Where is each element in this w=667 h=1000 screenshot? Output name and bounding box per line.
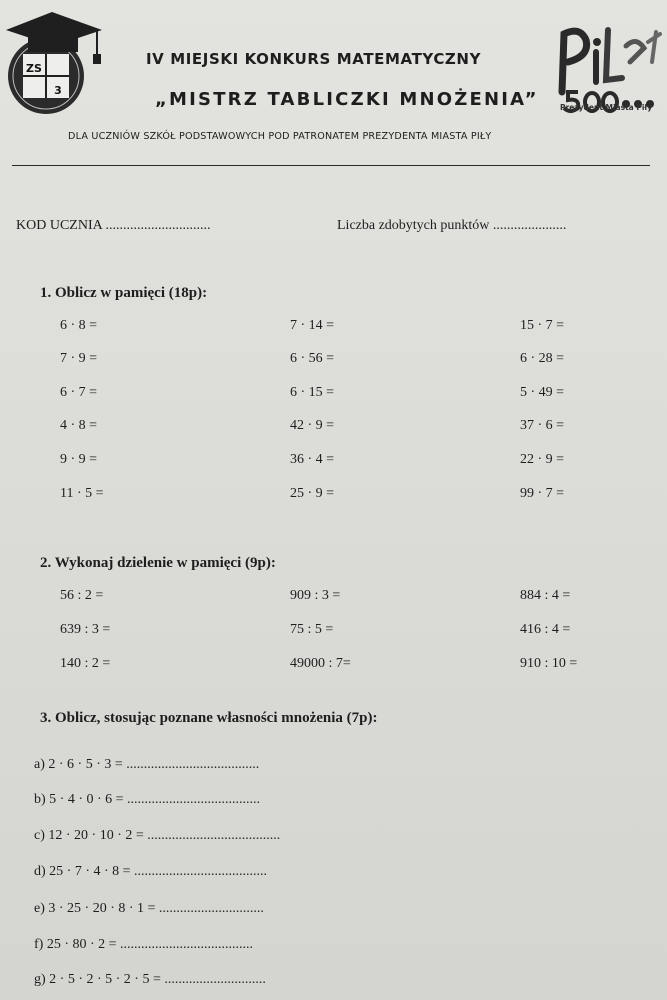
contest-name: „MISTRZ TABLICZKI MNOŻENIA” [155, 89, 539, 110]
points-field[interactable]: Liczba zdobytych punktów ..................... [337, 218, 567, 233]
s1-exercise: 22 · 9 = [520, 452, 565, 467]
s3-exercise: e) 3 · 25 · 20 · 8 · 1 = .............................. [34, 901, 264, 916]
s2-exercise: 909 : 3 = [290, 588, 341, 603]
s1-exercise: 4 · 8 = [60, 418, 98, 433]
s1-exercise: 25 · 9 = [290, 486, 335, 501]
section1-title: 1. Oblicz w pamięci (18p): [40, 285, 208, 301]
s3-exercise: b) 5 · 4 · 0 · 6 = ...................................... [34, 792, 261, 807]
s1-exercise: 6 · 56 = [290, 351, 335, 366]
s1-exercise: 5 · 49 = [520, 385, 565, 400]
contest-title: IV MIEJSKI KONKURS MATEMATYCZNY [146, 50, 482, 68]
s1-exercise: 36 · 4 = [290, 452, 335, 467]
header-divider [12, 165, 650, 166]
s1-exercise: 7 · 9 = [60, 351, 98, 366]
logo-3-label: 3 [54, 84, 62, 97]
s3-exercise: g) 2 · 5 · 2 · 5 · 2 · 5 = ............................. [34, 972, 266, 987]
s1-exercise: 6 · 15 = [290, 385, 335, 400]
city-logo-caption: Prezydent Miasta Piły [560, 103, 653, 112]
logo-zs-label: ZS [26, 62, 42, 75]
s2-exercise: 910 : 10 = [520, 656, 578, 671]
s1-exercise: 7 · 14 = [290, 318, 335, 333]
s1-exercise: 6 · 8 = [60, 318, 98, 333]
s2-exercise: 75 : 5 = [290, 622, 334, 637]
s2-exercise: 49000 : 7= [290, 656, 351, 671]
school-logo-icon [2, 8, 106, 116]
section3-title: 3. Oblicz, stosując poznane własności mnożenia (7p): [40, 710, 378, 726]
s1-exercise: 99 · 7 = [520, 486, 565, 501]
section2-title: 2. Wykonaj dzielenie w pamięci (9p): [40, 555, 276, 571]
s1-exercise: 6 · 28 = [520, 351, 565, 366]
contest-subtitle: DLA UCZNIÓW SZKÓŁ PODSTAWOWYCH POD PATRONATEM PREZYDENTA MIASTA PIŁY [68, 131, 492, 142]
s3-exercise: f) 25 · 80 · 2 = ...................................... [34, 937, 254, 952]
s2-exercise: 140 : 2 = [60, 656, 111, 671]
s1-exercise: 9 · 9 = [60, 452, 98, 467]
s2-exercise: 416 : 4 = [520, 622, 571, 637]
s1-exercise: 37 · 6 = [520, 418, 565, 433]
s2-exercise: 56 : 2 = [60, 588, 104, 603]
s3-exercise: c) 12 · 20 · 10 · 2 = ...................................... [34, 828, 281, 843]
s1-exercise: 6 · 7 = [60, 385, 98, 400]
s2-exercise: 884 : 4 = [520, 588, 571, 603]
s1-exercise: 42 · 9 = [290, 418, 335, 433]
s1-exercise: 15 · 7 = [520, 318, 565, 333]
s3-exercise: d) 25 · 7 · 4 · 8 = ...................................... [34, 864, 268, 879]
s1-exercise: 11 · 5 = [60, 486, 104, 501]
student-code-field[interactable]: KOD UCZNIA .............................. [16, 218, 211, 233]
s2-exercise: 639 : 3 = [60, 622, 111, 637]
s3-exercise: a) 2 · 6 · 5 · 3 = ...................................... [34, 757, 260, 772]
